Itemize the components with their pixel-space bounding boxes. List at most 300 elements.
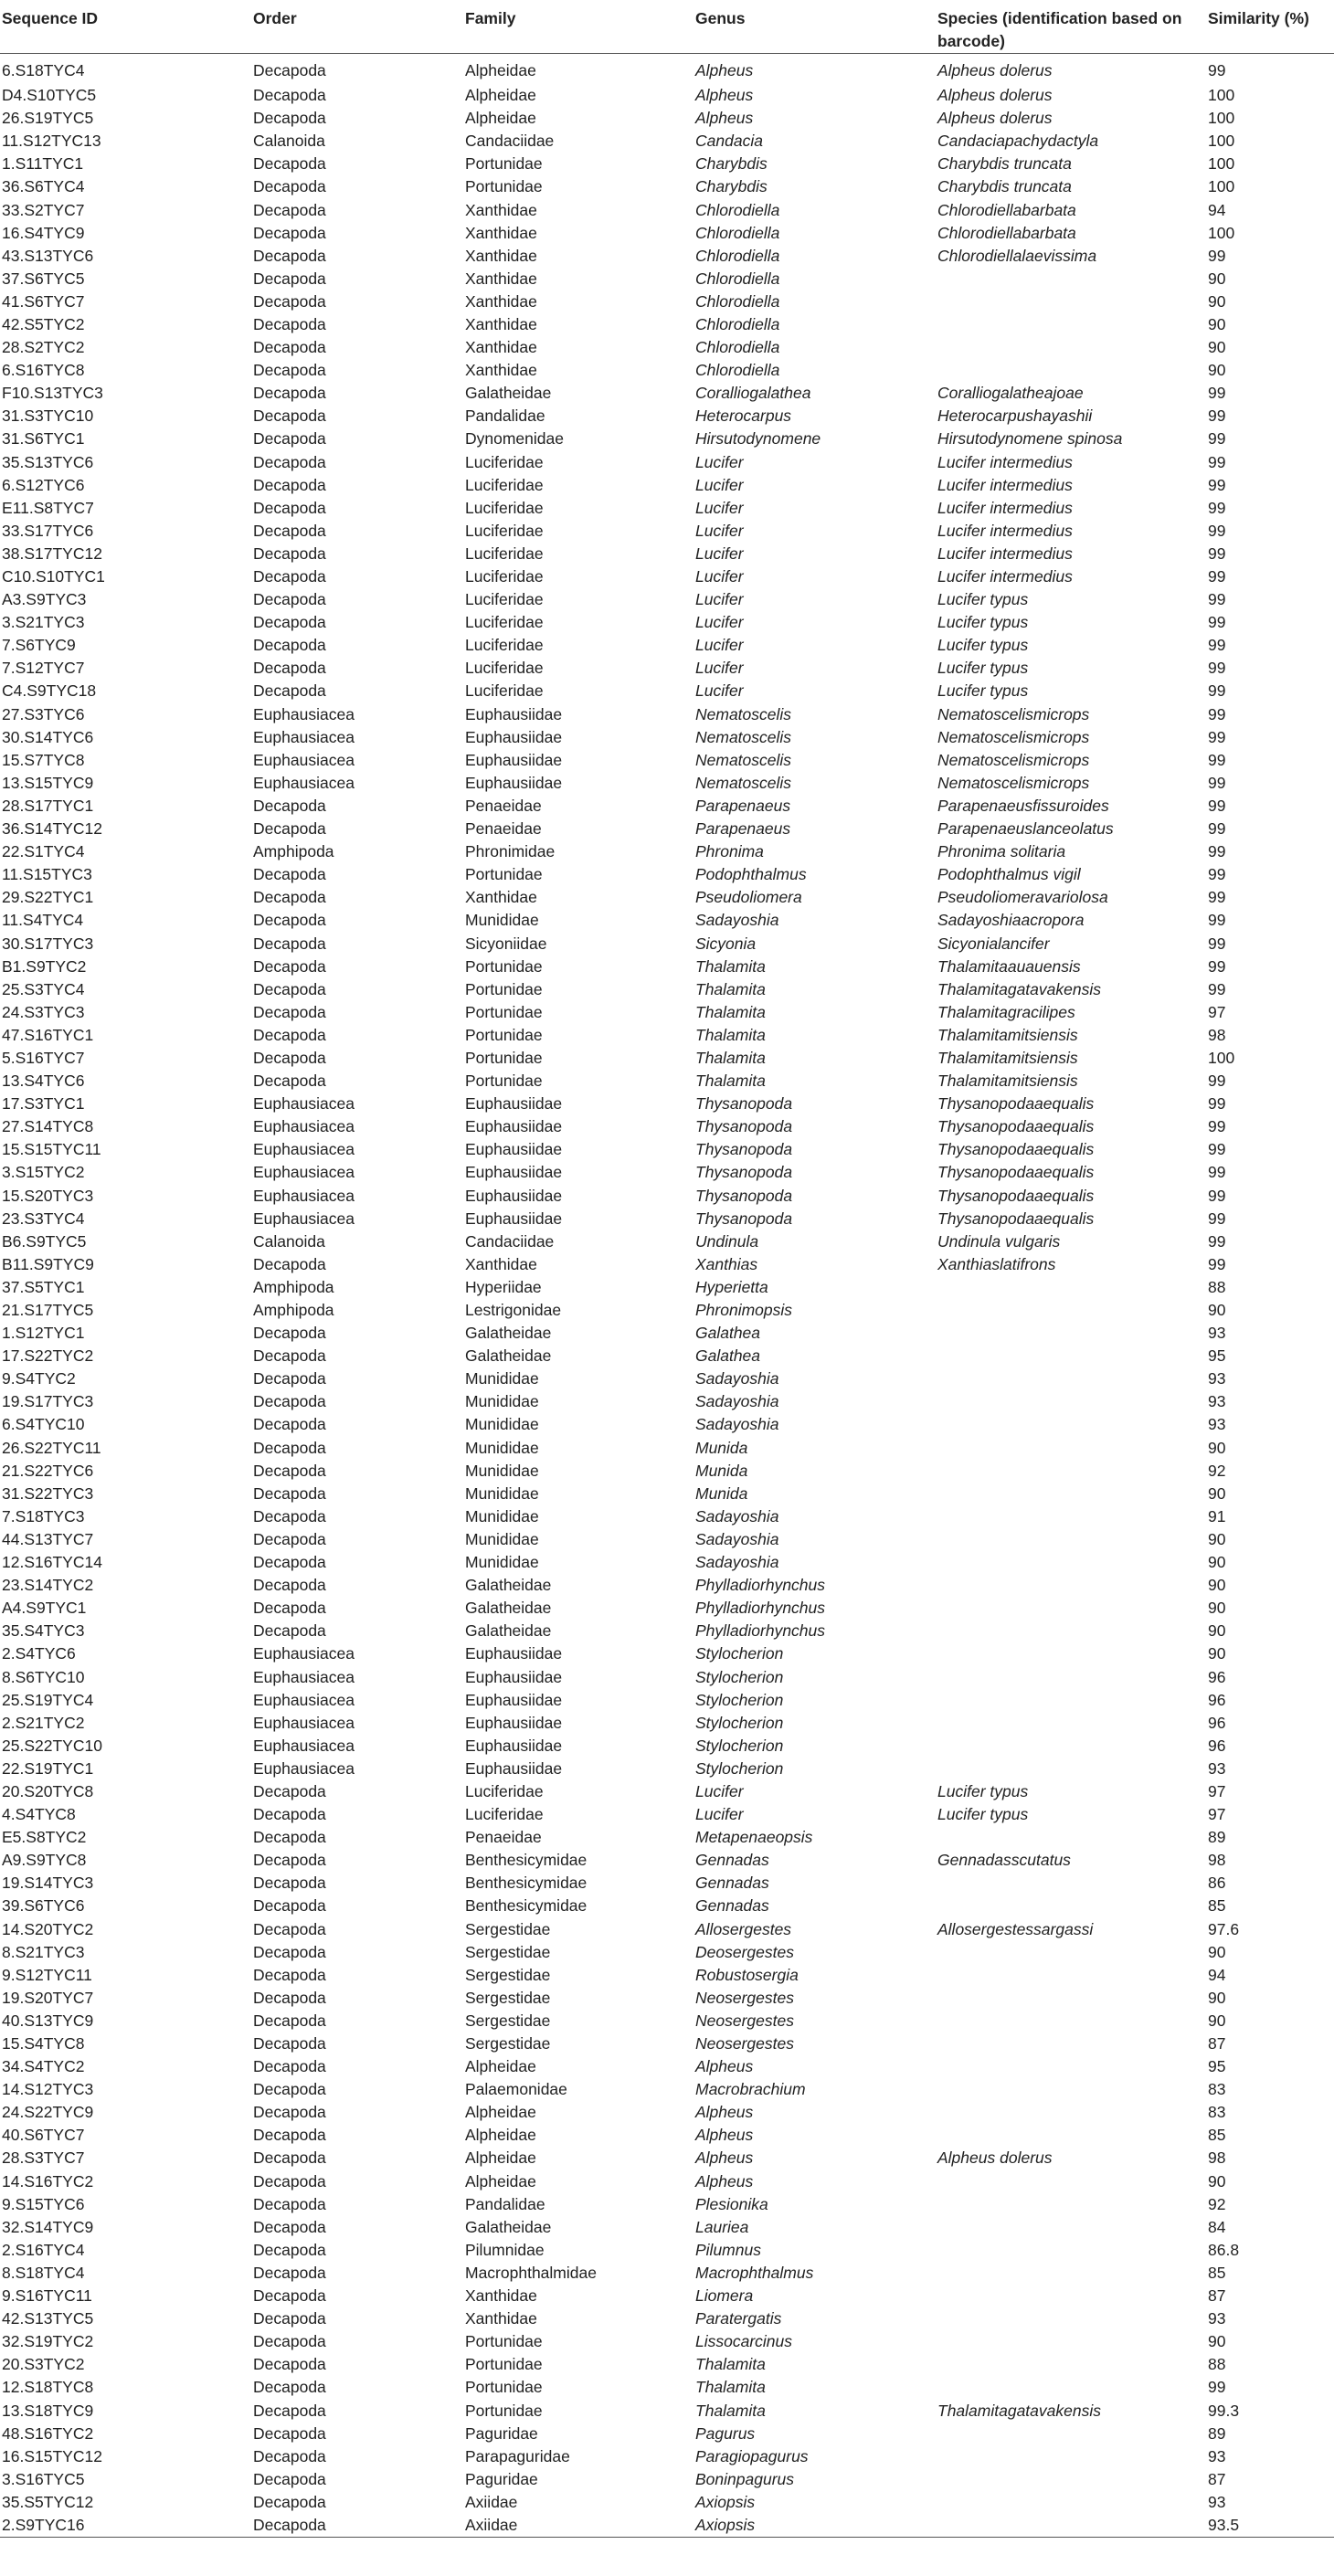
cell-sequence-id: 30.S17TYC3 — [2, 934, 94, 953]
cell-sequence-id: 2.S21TYC2 — [2, 1713, 85, 1732]
cell-genus: Pilumnus — [695, 2240, 761, 2259]
cell-sequence-id: 5.S16TYC7 — [2, 1048, 85, 1067]
cell-sequence-id: 16.S15TYC12 — [2, 2446, 102, 2465]
table-row — [0, 1390, 1334, 1413]
cell-sequence-id: 9.S4TYC2 — [2, 1369, 76, 1388]
cell-species: Chlorodiellabarbata — [937, 223, 1076, 242]
cell-species: Alpheus dolerus — [937, 2148, 1053, 2168]
cell-genus: Paragiopagurus — [695, 2446, 809, 2465]
cell-similarity: 96 — [1208, 1690, 1226, 1709]
cell-sequence-id: 15.S15TYC11 — [2, 1140, 101, 1159]
cell-sequence-id: 4.S4TYC8 — [2, 1805, 76, 1824]
cell-genus: Stylocherion — [695, 1644, 784, 1663]
cell-family: Luciferidae — [465, 452, 544, 471]
cell-order: Decapoda — [253, 1369, 326, 1388]
cell-sequence-id: 32.S14TYC9 — [2, 2217, 94, 2236]
cell-genus: Nematoscelis — [695, 727, 792, 746]
cell-genus: Munida — [695, 1461, 748, 1480]
cell-sequence-id: 3.S21TYC3 — [2, 613, 85, 632]
table-row — [0, 405, 1334, 428]
cell-order: Decapoda — [253, 1896, 326, 1916]
cell-similarity: 99 — [1208, 567, 1226, 586]
cell-order: Decapoda — [253, 1529, 326, 1548]
cell-genus: Thalamita — [695, 1025, 766, 1044]
table-row — [0, 245, 1334, 268]
cell-similarity: 87 — [1208, 2034, 1226, 2053]
table-row — [0, 1689, 1334, 1712]
cell-sequence-id: 14.S12TYC3 — [2, 2080, 94, 2099]
cell-species — [936, 2330, 1206, 2353]
cell-family: Luciferidae — [465, 567, 544, 586]
cell-family: Galatheidae — [465, 2217, 552, 2236]
cell-family: Xanthidae — [465, 314, 537, 333]
cell-genus: Chlorodiella — [695, 269, 780, 288]
cell-genus: Gennadas — [695, 1851, 769, 1870]
cell-genus: Thalamita — [695, 1002, 766, 1021]
cell-genus: Sicyonia — [695, 934, 757, 953]
table-row — [0, 290, 1334, 313]
cell-species — [936, 2055, 1206, 2078]
cell-order: Decapoda — [253, 2286, 326, 2306]
cell-sequence-id: C10.S10TYC1 — [2, 567, 105, 586]
cell-family: Hyperiidae — [465, 1277, 542, 1296]
col-header-sequence-id: Sequence ID — [0, 0, 251, 54]
cell-genus: Stylocherion — [695, 1690, 784, 1709]
cell-sequence-id: 28.S17TYC1 — [2, 796, 94, 815]
cell-family: Sergestidae — [465, 1965, 551, 1984]
cell-similarity: 90 — [1208, 2332, 1226, 2351]
table-row — [0, 2445, 1334, 2468]
cell-similarity: 90 — [1208, 1942, 1226, 1961]
cell-species: Chlorodiellalaevissima — [937, 246, 1097, 265]
cell-family: Candaciidae — [465, 1231, 555, 1251]
cell-sequence-id: 41.S6TYC7 — [2, 291, 85, 311]
cell-sequence-id: 36.S6TYC4 — [2, 177, 85, 196]
table-row — [0, 2055, 1334, 2078]
table-row — [0, 1276, 1334, 1299]
cell-order: Decapoda — [253, 2446, 326, 2465]
cell-genus: Axiopsis — [695, 2492, 756, 2511]
cell-family: Alpheidae — [465, 109, 536, 128]
cell-genus: Allosergestes — [695, 1919, 792, 1938]
cell-family: Xanthidae — [465, 223, 537, 242]
cell-species: Nematoscelismicrops — [937, 704, 1090, 723]
cell-family: Xanthidae — [465, 200, 537, 219]
cell-genus: Lucifer — [695, 521, 744, 540]
cell-similarity: 99 — [1208, 590, 1226, 609]
cell-similarity: 88 — [1208, 1277, 1226, 1296]
table-row — [0, 955, 1334, 978]
cell-similarity: 85 — [1208, 2263, 1226, 2282]
cell-family: Benthesicymidae — [465, 1874, 588, 1893]
cell-order: Decapoda — [253, 2103, 326, 2122]
table-row — [0, 886, 1334, 909]
cell-species — [936, 2078, 1206, 2101]
cell-genus: Thalamita — [695, 979, 766, 998]
table-row — [0, 1758, 1334, 1780]
cell-genus: Lucifer — [695, 590, 744, 609]
cell-genus: Parapenaeus — [695, 796, 791, 815]
cell-genus: Xanthias — [695, 1254, 758, 1273]
table-row — [0, 1964, 1334, 1987]
cell-family: Benthesicymidae — [465, 1896, 588, 1916]
cell-family: Luciferidae — [465, 544, 544, 563]
table-row — [0, 703, 1334, 726]
cell-species: Lucifer intermedius — [937, 475, 1073, 494]
cell-similarity: 100 — [1208, 154, 1235, 174]
cell-species — [936, 1758, 1206, 1780]
col-header-species: Species (identification based on barcode) — [936, 0, 1206, 54]
cell-order: Decapoda — [253, 1553, 326, 1572]
cell-order: Decapoda — [253, 1002, 326, 1021]
cell-family: Euphausiidae — [465, 1163, 563, 1182]
cell-similarity: 90 — [1208, 338, 1226, 357]
table-row — [0, 909, 1334, 932]
table-row — [0, 313, 1334, 336]
cell-species: Phronima solitaria — [937, 842, 1066, 861]
cell-order: Decapoda — [253, 269, 326, 288]
cell-genus: Stylocherion — [695, 1736, 784, 1755]
cell-order: Decapoda — [253, 2171, 326, 2191]
cell-family: Lestrigonidae — [465, 1301, 562, 1320]
cell-species: Thysanopodaaequalis — [937, 1163, 1095, 1182]
cell-species — [936, 1483, 1206, 1505]
table-row — [0, 1483, 1334, 1505]
cell-order: Calanoida — [253, 132, 325, 151]
cell-genus: Phylladiorhynchus — [695, 1621, 826, 1641]
cell-sequence-id: 35.S13TYC6 — [2, 452, 94, 471]
cell-species — [936, 2307, 1206, 2330]
cell-family: Luciferidae — [465, 521, 544, 540]
cell-genus: Sadayoshia — [695, 1553, 779, 1572]
cell-family: Sergestidae — [465, 1942, 551, 1961]
table-row — [0, 2307, 1334, 2330]
cell-family: Alpheidae — [465, 2171, 536, 2191]
cell-family: Alpheidae — [465, 2126, 536, 2145]
cell-species: Podophthalmus vigil — [937, 865, 1081, 884]
cell-genus: Sadayoshia — [695, 1415, 779, 1434]
cell-family: Macrophthalmidae — [465, 2263, 597, 2282]
cell-genus: Podophthalmus — [695, 865, 807, 884]
cell-sequence-id: 42.S13TYC5 — [2, 2309, 94, 2328]
cell-genus: Hirsutodynomene — [695, 429, 821, 449]
cell-species: Coralliogalatheajoae — [937, 384, 1084, 403]
cell-family: Luciferidae — [465, 1781, 544, 1800]
cell-species — [936, 1460, 1206, 1483]
cell-genus: Coralliogalathea — [695, 384, 811, 403]
cell-sequence-id: 33.S2TYC7 — [2, 200, 85, 219]
cell-sequence-id: 35.S4TYC3 — [2, 1621, 85, 1641]
cell-sequence-id: 22.S19TYC1 — [2, 1758, 94, 1778]
cell-order: Decapoda — [253, 2332, 326, 2351]
cell-sequence-id: 31.S6TYC1 — [2, 429, 85, 449]
cell-similarity: 100 — [1208, 177, 1235, 196]
table-row — [0, 2376, 1334, 2399]
cell-order: Decapoda — [253, 819, 326, 839]
cell-genus: Lucifer — [695, 452, 744, 471]
cell-species — [936, 1826, 1206, 1849]
table-row — [0, 451, 1334, 474]
cell-family: Portunidae — [465, 2355, 543, 2374]
cell-similarity: 98 — [1208, 1851, 1226, 1870]
col-header-genus: Genus — [693, 0, 936, 54]
cell-order: Decapoda — [253, 2080, 326, 2099]
cell-sequence-id: 12.S18TYC8 — [2, 2378, 94, 2397]
cell-similarity: 88 — [1208, 2355, 1226, 2374]
cell-sequence-id: 11.S4TYC4 — [2, 911, 84, 930]
table-row — [0, 1185, 1334, 1208]
table-row — [0, 1712, 1334, 1735]
cell-species: Pseudoliomeravariolosa — [937, 888, 1108, 907]
cell-order: Decapoda — [253, 544, 326, 563]
cell-genus: Heterocarpus — [695, 406, 792, 426]
cell-genus: Metapenaeopsis — [695, 1828, 813, 1847]
cell-order: Decapoda — [253, 567, 326, 586]
cell-family: Axiidae — [465, 2492, 518, 2511]
table-row — [0, 1460, 1334, 1483]
cell-family: Portunidae — [465, 1072, 543, 1091]
cell-similarity: 87 — [1208, 2286, 1226, 2306]
cell-family: Alpheidae — [465, 2057, 536, 2076]
cell-species — [936, 290, 1206, 313]
cell-sequence-id: 40.S6TYC7 — [2, 2126, 85, 2145]
cell-genus: Stylocherion — [695, 1667, 784, 1686]
table-row — [0, 2353, 1334, 2376]
cell-family: Pilumnidae — [465, 2240, 545, 2259]
cell-order: Decapoda — [253, 1324, 326, 1343]
cell-sequence-id: 40.S13TYC9 — [2, 2011, 94, 2030]
cell-species — [936, 2468, 1206, 2491]
cell-genus: Thysanopoda — [695, 1117, 793, 1136]
cell-family: Euphausiidae — [465, 1667, 563, 1686]
cell-sequence-id: 13.S4TYC6 — [2, 1072, 85, 1091]
cell-similarity: 98 — [1208, 2148, 1226, 2168]
cell-family: Portunidae — [465, 1048, 543, 1067]
cell-family: Palaemonidae — [465, 2080, 567, 2099]
table-row — [0, 175, 1334, 198]
cell-family: Portunidae — [465, 2378, 543, 2397]
cell-species: Chlorodiellabarbata — [937, 200, 1076, 219]
cell-similarity: 98 — [1208, 1025, 1226, 1044]
cell-family: Galatheidae — [465, 1346, 552, 1366]
cell-genus: Lissocarcinus — [695, 2332, 793, 2351]
cell-genus: Sadayoshia — [695, 1369, 779, 1388]
cell-species — [936, 1941, 1206, 1964]
cell-order: Decapoda — [253, 200, 326, 219]
cell-species — [936, 1665, 1206, 1688]
cell-order: Decapoda — [253, 429, 326, 449]
cell-species: Parapenaeuslanceolatus — [937, 819, 1114, 839]
cell-sequence-id: 2.S4TYC6 — [2, 1644, 76, 1663]
cell-species — [936, 1712, 1206, 1735]
table-row — [0, 1665, 1334, 1688]
cell-species — [936, 2032, 1206, 2055]
cell-genus: Paratergatis — [695, 2309, 782, 2328]
cell-order: Decapoda — [253, 2194, 326, 2213]
cell-species: Thalamitagatavakensis — [937, 979, 1101, 998]
cell-species — [936, 1322, 1206, 1345]
cell-similarity: 94 — [1208, 1965, 1226, 1984]
table-row — [0, 2124, 1334, 2147]
cell-family: Candaciidae — [465, 132, 555, 151]
cell-sequence-id: 14.S16TYC2 — [2, 2171, 94, 2191]
cell-genus: Thalamita — [695, 2378, 766, 2397]
cell-sequence-id: 15.S4TYC8 — [2, 2034, 85, 2053]
cell-similarity: 100 — [1208, 132, 1235, 151]
cell-order: Decapoda — [253, 1506, 326, 1526]
cell-similarity: 99 — [1208, 796, 1226, 815]
cell-species — [936, 1413, 1206, 1436]
cell-family: Euphausiidae — [465, 704, 563, 723]
table-row — [0, 1345, 1334, 1367]
cell-species — [936, 336, 1206, 359]
cell-order: Decapoda — [253, 521, 326, 540]
cell-species — [936, 1895, 1206, 1917]
table-row — [0, 1230, 1334, 1253]
cell-sequence-id: 31.S22TYC3 — [2, 1483, 94, 1503]
cell-order: Decapoda — [253, 452, 326, 471]
table-row — [0, 1024, 1334, 1047]
cell-species — [936, 2445, 1206, 2468]
table-row — [0, 1299, 1334, 1322]
cell-similarity: 85 — [1208, 1896, 1226, 1916]
cell-genus: Lucifer — [695, 636, 744, 655]
cell-sequence-id: A9.S9TYC8 — [2, 1851, 87, 1870]
cell-sequence-id: 8.S21TYC3 — [2, 1942, 85, 1961]
cell-order: Decapoda — [253, 1392, 326, 1411]
cell-species: Nematoscelismicrops — [937, 750, 1090, 769]
cell-similarity: 83 — [1208, 2080, 1226, 2099]
cell-species: Thalamitagatavakensis — [937, 2401, 1101, 2420]
table-row — [0, 2491, 1334, 2514]
cell-family: Munididae — [465, 1506, 539, 1526]
table-row — [0, 1001, 1334, 1024]
table-row — [0, 1070, 1334, 1093]
cell-genus: Parapenaeus — [695, 819, 791, 839]
cell-genus: Pseudoliomera — [695, 888, 802, 907]
cell-similarity: 90 — [1208, 1621, 1226, 1641]
cell-family: Dynomenidae — [465, 429, 564, 449]
table-row — [0, 1093, 1334, 1115]
cell-similarity: 93 — [1208, 1324, 1226, 1343]
cell-family: Galatheidae — [465, 1621, 552, 1641]
cell-family: Euphausiidae — [465, 1186, 563, 1205]
cell-order: Decapoda — [253, 2263, 326, 2282]
cell-order: Decapoda — [253, 1438, 326, 1457]
cell-genus: Undinula — [695, 1231, 759, 1251]
cell-similarity: 94 — [1208, 200, 1226, 219]
cell-order: Amphipoda — [253, 1301, 334, 1320]
table-row — [0, 863, 1334, 886]
cell-order: Euphausiacea — [253, 1690, 355, 1709]
cell-similarity: 96 — [1208, 1667, 1226, 1686]
cell-order: Decapoda — [253, 865, 326, 884]
cell-sequence-id: B11.S9TYC9 — [2, 1254, 94, 1273]
cell-species — [936, 2170, 1206, 2193]
cell-species — [936, 2216, 1206, 2239]
cell-family: Euphausiidae — [465, 1758, 563, 1778]
cell-similarity: 99 — [1208, 521, 1226, 540]
cell-genus: Munida — [695, 1483, 748, 1503]
table-row — [0, 2399, 1334, 2422]
table-row — [0, 565, 1334, 588]
cell-order: Decapoda — [253, 2378, 326, 2397]
cell-sequence-id: 9.S12TYC11 — [2, 1965, 92, 1984]
cell-similarity: 90 — [1208, 361, 1226, 380]
cell-species: Thalamitamitsiensis — [937, 1048, 1078, 1067]
table-row — [0, 1872, 1334, 1895]
cell-species — [936, 2423, 1206, 2445]
cell-similarity: 99 — [1208, 727, 1226, 746]
cell-similarity: 99 — [1208, 544, 1226, 563]
cell-family: Xanthidae — [465, 269, 537, 288]
cell-order: Decapoda — [253, 888, 326, 907]
cell-similarity: 89 — [1208, 2423, 1226, 2443]
cell-sequence-id: 7.S6TYC9 — [2, 636, 76, 655]
cell-order: Euphausiacea — [253, 1209, 355, 1228]
cell-similarity: 99 — [1208, 406, 1226, 426]
col-header-family: Family — [463, 0, 693, 54]
cell-family: Luciferidae — [465, 498, 544, 517]
cell-order: Decapoda — [253, 2401, 326, 2420]
cell-family: Penaeidae — [465, 796, 542, 815]
cell-genus: Lucifer — [695, 681, 744, 701]
cell-similarity: 93 — [1208, 1415, 1226, 1434]
cell-similarity: 90 — [1208, 2171, 1226, 2191]
cell-order: Decapoda — [253, 2355, 326, 2374]
cell-sequence-id: 21.S22TYC6 — [2, 1461, 94, 1480]
cell-sequence-id: 27.S3TYC6 — [2, 704, 85, 723]
cell-species: Lucifer intermedius — [937, 498, 1073, 517]
cell-order: Euphausiacea — [253, 1117, 355, 1136]
cell-genus: Alpheus — [695, 109, 754, 128]
cell-genus: Deosergestes — [695, 1942, 794, 1961]
cell-order: Decapoda — [253, 406, 326, 426]
cell-genus: Lauriea — [695, 2217, 749, 2236]
cell-similarity: 99 — [1208, 888, 1226, 907]
cell-species: Parapenaeusfissuroides — [937, 796, 1109, 815]
cell-similarity: 99 — [1208, 475, 1226, 494]
cell-species: Lucifer typus — [937, 681, 1029, 701]
cell-family: Sergestidae — [465, 1919, 551, 1938]
table-row — [0, 1642, 1334, 1665]
cell-genus: Macrophthalmus — [695, 2263, 814, 2282]
cell-genus: Lucifer — [695, 613, 744, 632]
cell-family: Portunidae — [465, 177, 543, 196]
cell-order: Amphipoda — [253, 1277, 334, 1296]
table-row — [0, 2147, 1334, 2170]
cell-species: Xanthiaslatifrons — [937, 1254, 1056, 1273]
cell-similarity: 99 — [1208, 956, 1226, 976]
cell-species: Nematoscelismicrops — [937, 727, 1090, 746]
cell-family: Euphausiidae — [465, 1690, 563, 1709]
cell-order: Euphausiacea — [253, 1094, 355, 1114]
table-row — [0, 268, 1334, 290]
table-row — [0, 749, 1334, 772]
cell-genus: Charybdis — [695, 154, 768, 174]
table-row — [0, 634, 1334, 657]
cell-order: Decapoda — [253, 911, 326, 930]
cell-sequence-id: 27.S14TYC8 — [2, 1117, 94, 1136]
cell-similarity: 83 — [1208, 2103, 1226, 2122]
table-row — [0, 2078, 1334, 2101]
cell-genus: Thysanopoda — [695, 1186, 793, 1205]
cell-genus: Lucifer — [695, 1781, 744, 1800]
cell-similarity: 99 — [1208, 61, 1226, 79]
cell-order: Decapoda — [253, 2469, 326, 2488]
cell-order: Decapoda — [253, 796, 326, 815]
cell-similarity: 99 — [1208, 704, 1226, 723]
